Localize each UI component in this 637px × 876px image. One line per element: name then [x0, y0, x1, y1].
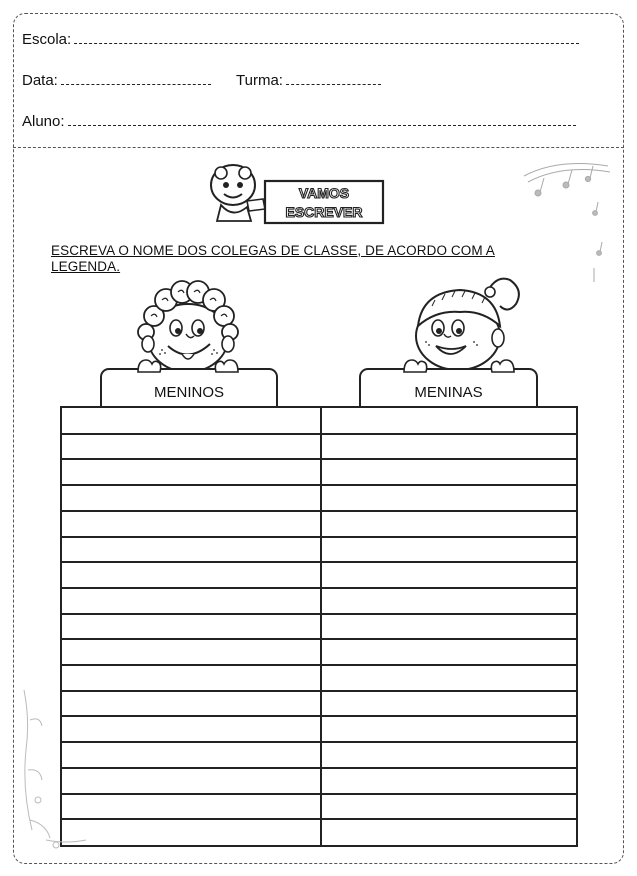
name-cell-meninos[interactable]	[62, 588, 316, 612]
instruction-text: ESCREVA O NOME DOS COLEGAS DE CLASSE, DE ACORDO COM A LEGENDA.	[51, 243, 495, 274]
name-cell-meninas[interactable]	[322, 562, 576, 586]
header-divider	[13, 147, 624, 148]
name-cell-meninos[interactable]	[62, 434, 316, 458]
banner-line1: VAMOS	[298, 185, 350, 201]
name-cell-meninas[interactable]	[322, 408, 576, 432]
name-cell-meninas[interactable]	[322, 768, 576, 792]
name-cell-meninas[interactable]	[322, 459, 576, 483]
student-blank-line[interactable]	[68, 124, 576, 126]
class-blank-line[interactable]	[286, 83, 381, 85]
names-table	[60, 406, 578, 847]
class-field[interactable]	[236, 72, 381, 89]
name-cell-meninas[interactable]	[322, 588, 576, 612]
boy-hands-icon	[132, 356, 244, 376]
name-cell-meninas[interactable]	[322, 511, 576, 535]
date-field[interactable]	[22, 72, 211, 89]
name-cell-meninos[interactable]	[62, 562, 316, 586]
name-cell-meninas[interactable]	[322, 485, 576, 509]
name-cell-meninas[interactable]	[322, 665, 576, 689]
banner-line2: ESCREVER	[285, 204, 363, 220]
column-label-meninos: MENINOS	[153, 384, 224, 401]
name-cell-meninos[interactable]	[62, 408, 316, 432]
class-label: Turma:	[236, 72, 283, 89]
name-cell-meninas[interactable]	[322, 434, 576, 458]
school-field[interactable]	[22, 31, 579, 48]
music-notes-decoration-icon	[518, 152, 614, 292]
girl-hands-icon	[400, 354, 520, 374]
name-cell-meninos[interactable]	[62, 614, 316, 638]
name-cell-meninos[interactable]	[62, 485, 316, 509]
name-cell-meninas[interactable]	[322, 691, 576, 715]
boy-mascot-icon	[211, 165, 265, 221]
date-label: Data:	[22, 72, 58, 89]
name-cell-meninos[interactable]	[62, 459, 316, 483]
date-blank-line[interactable]	[61, 83, 211, 85]
school-blank-line[interactable]	[74, 42, 579, 44]
name-cell-meninas[interactable]	[322, 819, 576, 843]
name-cell-meninas[interactable]	[322, 794, 576, 818]
vamos-escrever-banner	[207, 163, 387, 229]
school-label: Escola:	[22, 31, 72, 48]
name-cell-meninas[interactable]	[322, 614, 576, 638]
name-cell-meninas[interactable]	[322, 537, 576, 561]
column-label-meninas: MENINAS	[414, 384, 483, 401]
name-cell-meninos[interactable]	[62, 537, 316, 561]
student-label: Aluno:	[22, 113, 65, 130]
name-cell-meninos[interactable]	[62, 511, 316, 535]
student-field[interactable]	[22, 113, 576, 130]
column-header-meninas	[359, 368, 538, 408]
name-cell-meninas[interactable]	[322, 716, 576, 740]
name-cell-meninas[interactable]	[322, 742, 576, 766]
floral-decoration-icon	[16, 680, 106, 860]
name-cell-meninos[interactable]	[62, 639, 316, 663]
name-cell-meninas[interactable]	[322, 639, 576, 663]
